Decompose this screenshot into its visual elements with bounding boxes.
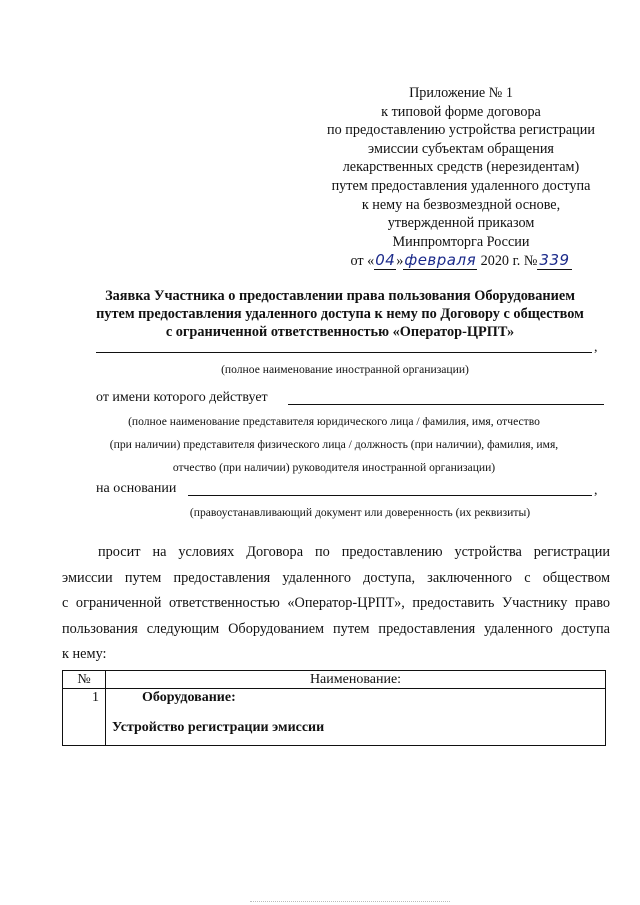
appendix-line: эмиссии субъектам обращения [368, 140, 554, 157]
column-header-number: № [63, 671, 106, 689]
appendix-line: путем предоставления удаленного доступа [331, 177, 591, 194]
appendix-line: к нему на безвозмездной основе, [361, 196, 561, 213]
table-header-row [63, 671, 606, 689]
appendix-line: к типовой форме договора [381, 103, 541, 120]
paragraph-line: с ограниченной ответственностью «Оператор-ЦРПТ», предоставить Участнику право [62, 595, 610, 611]
basis-blank-line [188, 495, 592, 496]
paragraph-line: просит на условиях Договора по предоставлению устройства регистрации [98, 544, 610, 560]
equipment-heading: Оборудование: [142, 690, 236, 705]
representative-blank-line [288, 404, 604, 405]
org-name-note: (полное наименование иностранной организации) [221, 363, 469, 376]
basis-label: на основании [96, 481, 177, 496]
appendix-line: Приложение № 1 [409, 85, 513, 101]
appendix-line: Минпромторга России [392, 233, 530, 250]
basis-note: (правоустанавливающий документ или доверенность (их реквизиты) [189, 506, 531, 519]
row-number: 1 [63, 689, 106, 746]
paragraph-line: пользования следующим Оборудованием путем предоставления удаленного доступа [62, 620, 610, 637]
handwritten-day: 04 [375, 251, 396, 270]
date-quote-close: » [396, 253, 404, 270]
equipment-table [62, 670, 606, 746]
title-line: с ограниченной ответственностью «Оператор-ЦРПТ» [165, 324, 515, 340]
appendix-line: утвержденной приказом [387, 215, 535, 232]
column-header-name: Наименование: [106, 671, 606, 689]
org-name-comma: , [594, 340, 598, 355]
representative-note-line: (полное наименование представителя юридического лица / фамилия, имя, отчество [128, 415, 540, 428]
representative-note-line: отчество (при наличии) руководителя иностранной организации) [172, 461, 496, 474]
order-date-line [300, 251, 622, 271]
appendix-header [300, 84, 622, 271]
basis-comma: , [594, 483, 598, 498]
acting-label: от имени которого действует [96, 390, 268, 405]
org-name-blank-line [96, 352, 592, 353]
request-paragraph [62, 540, 610, 668]
appendix-line: по предоставлению устройства регистрации [327, 122, 595, 139]
title-line: путем предоставления удаленного доступа к нему по Договору с обществом [96, 306, 584, 322]
date-prefix: от « [350, 253, 375, 270]
equipment-device-name: Устройство регистрации эмиссии [112, 720, 325, 735]
appendix-line: лекарственных средств (нерезидентам) [342, 159, 580, 176]
handwritten-order-number: 339 [539, 251, 570, 270]
row-content [106, 689, 606, 746]
paragraph-line: к нему: [62, 646, 107, 662]
paragraph-line: эмиссии путем предоставления удаленного доступа, заключенного с обществом [62, 569, 610, 586]
title-line: Заявка Участника о предоставлении права пользования Оборудованием [105, 288, 575, 304]
date-year: 2020 г. № [480, 253, 538, 270]
representative-note-line: (при наличии) представителя физического лица / должность (при наличии), фамилия, имя, [109, 438, 559, 451]
scan-artifact-divider [250, 900, 450, 902]
handwritten-month: февраля [404, 251, 477, 270]
table-row [63, 689, 606, 746]
document-title [62, 287, 618, 341]
